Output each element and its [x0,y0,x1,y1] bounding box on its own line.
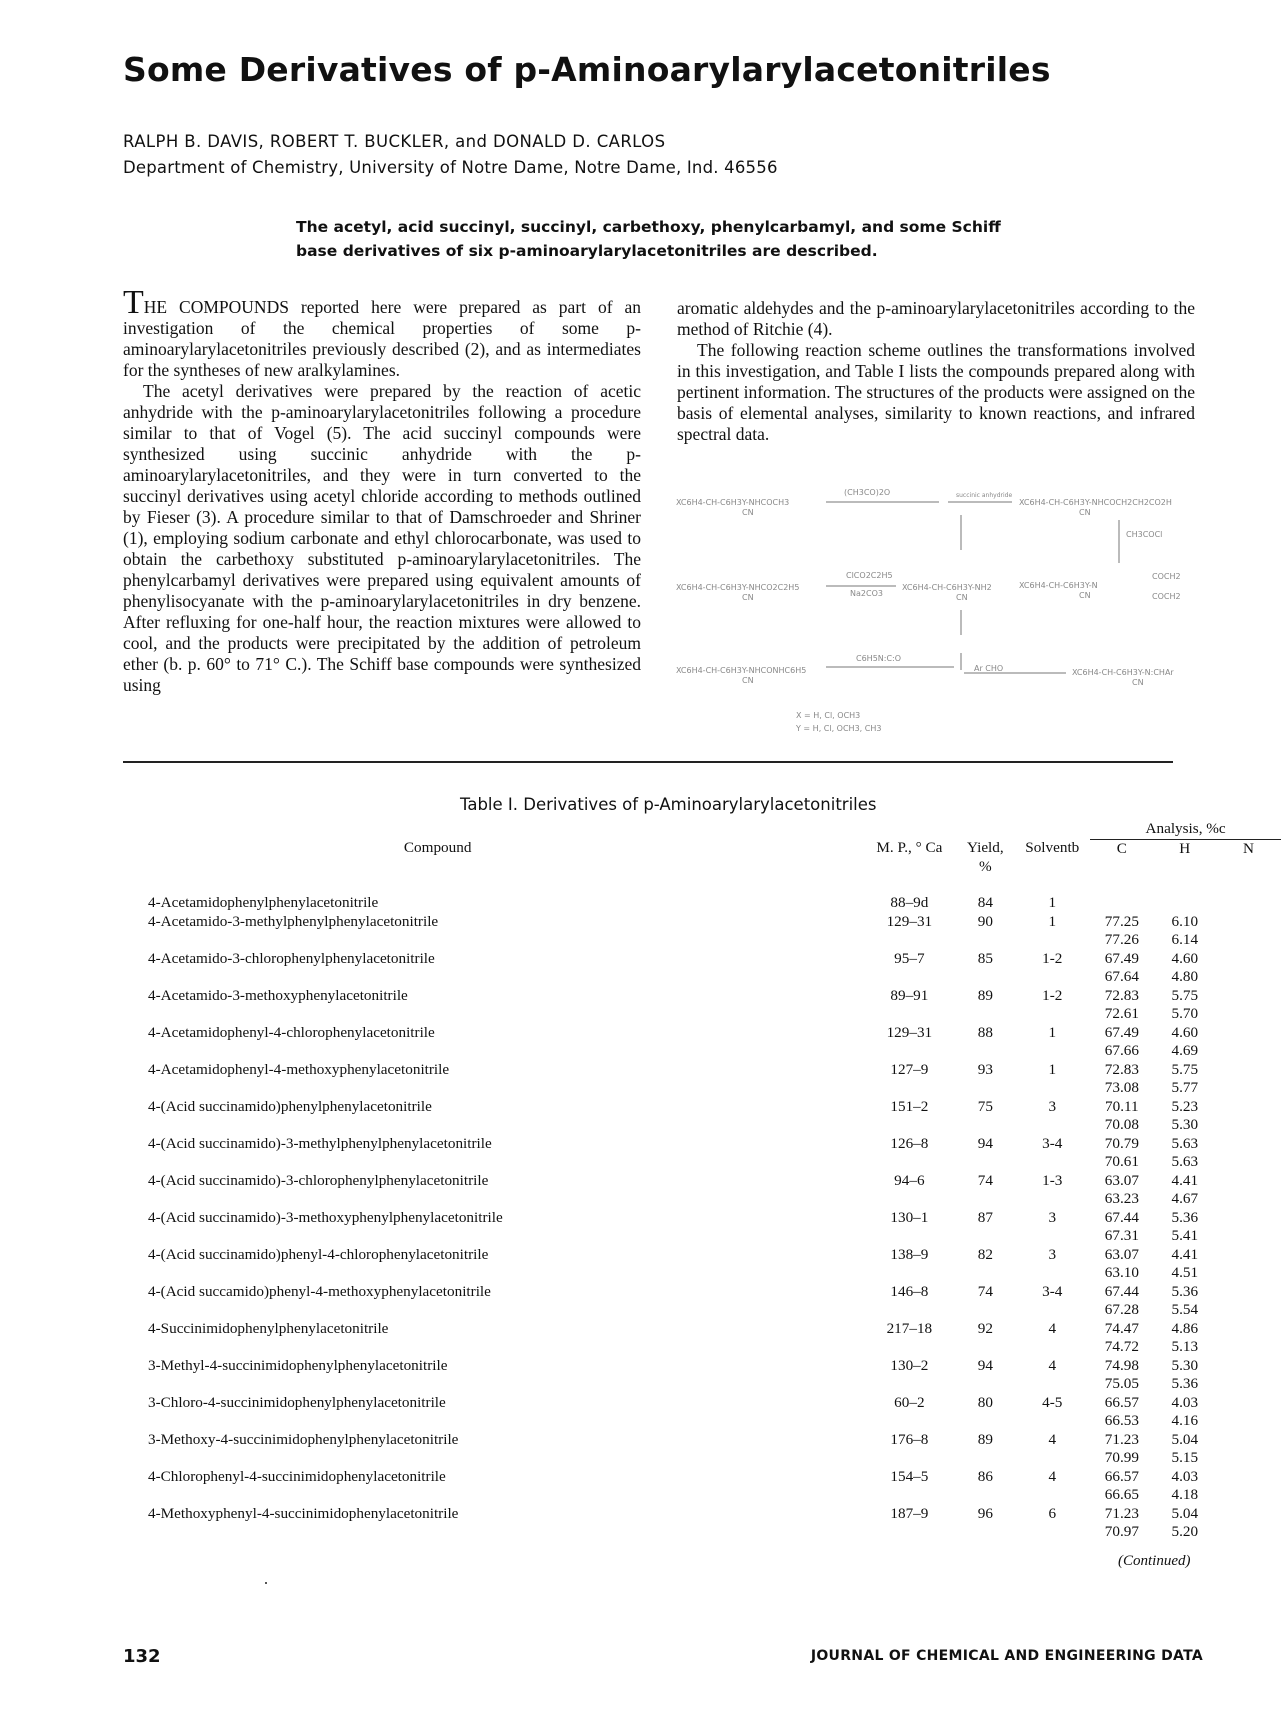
table-row-found [148,1412,1281,1431]
cell-c-found: 72.61 [1104,1005,1139,1022]
scheme-schiff-base: XC6H4-CH-C6H3Y-N:CHAr [1072,668,1174,677]
cell-compound: 4-Acetamidophenylphenylacetonitrile [148,894,379,911]
article-title: Some Derivatives of p-Aminoarylarylacetonitriles [123,50,1051,89]
cell-solvent: 4 [1048,1467,1057,1485]
cell-mp: 60–2 [894,1393,925,1411]
cell-mp: 217–18 [886,1319,933,1337]
cell-h-calcd: 4.60 [1171,1023,1199,1041]
cell-mp: 187–9 [890,1504,929,1522]
cell-yield: 82 [977,1245,993,1263]
cell-c-calcd [1090,894,1153,913]
cell-solvent: 3 [1048,1208,1057,1226]
cell-compound: 4-(Acid succamido)phenyl-4-methoxyphenylacetonitrile [148,1282,491,1300]
cell-yield: 85 [977,949,993,967]
cell-c-calcd: 67.49 [1104,1023,1139,1041]
cell-mp: 126–8 [890,1134,929,1152]
cell-compound: 3-Methyl-4-succinimidophenylphenylacetonitrile [148,1356,448,1374]
cell-h-found: 4.80 [1171,968,1199,985]
cell-yield: 86 [977,1467,993,1485]
cell-c-calcd: 67.44 [1104,1282,1139,1300]
scheme-succinimide-co: COCH2 [1152,572,1181,581]
cell-h-found: 6.14 [1171,931,1199,948]
scheme-intro-paragraph: The following reaction scheme outlines the transformations involved in this investigation, and Table I lists the compounds prepared along with pertinent information. The structures of the products were assigned on the basis of elemental analyses, similarity to known reactions, and infrared spectral data. [677,340,1195,444]
scheme-cn: CN [742,593,754,602]
cell-c-found: 77.26 [1104,931,1139,948]
cell-solvent: 1 [1048,894,1057,911]
cell-yield: 92 [977,1319,993,1337]
solvent-header: Solventb [1025,839,1080,856]
table-row [148,1394,1281,1413]
hydrogen-header: H [1179,839,1191,857]
cell-solvent: 1-3 [1042,1171,1063,1189]
affiliation: Department of Chemistry, University of Notre Dame, Notre Dame, Ind. 46556 [123,158,778,177]
cell-n [1216,1024,1281,1043]
scheme-acid-succinyl: XC6H4-CH-C6H3Y-NHCOCH2CH2CO2H [1019,498,1172,507]
cell-h-calcd: 5.63 [1171,1134,1199,1152]
journal-name: JOURNAL OF CHEMICAL AND ENGINEERING DATA [810,1648,1203,1664]
cell-solvent: 3-4 [1042,1134,1063,1152]
schiff-paragraph: aromatic aldehydes and the p-aminoarylarylacetonitriles according to the method of Ritchie (4). [677,298,1195,339]
cell-c-found: 74.72 [1104,1338,1139,1355]
cell-yield: 96 [977,1504,993,1522]
cell-n [1216,1061,1281,1080]
cell-mp: 151–2 [890,1097,929,1115]
cell-h-found: 5.77 [1171,1079,1199,1096]
cell-compound: 4-(Acid succinamido)-3-chlorophenylphenylacetonitrile [148,1171,489,1189]
cell-h-calcd: 5.75 [1171,1060,1199,1078]
cell-compound: 3-Chloro-4-succinimidophenylphenylacetonitrile [148,1393,446,1411]
scheme-y-legend: Y = H, Cl, OCH3, CH3 [796,724,882,733]
cell-solvent: 1 [1048,1060,1057,1078]
cell-solvent: 6 [1048,1504,1057,1522]
cell-h-found: 4.69 [1171,1042,1199,1059]
cell-n [1216,1357,1281,1376]
cell-c-calcd: 70.11 [1105,1097,1139,1115]
cell-h-found: 5.70 [1171,1005,1199,1022]
cell-yield: 93 [977,1060,993,1078]
cell-n [1216,1283,1281,1302]
table-row-found [148,1079,1281,1098]
cell-yield: 94 [977,1356,993,1374]
table-row-found [148,1301,1281,1320]
table-row [148,1061,1281,1080]
cell-c-calcd: 71.23 [1104,1504,1139,1522]
cell-h-calcd: 5.30 [1171,1356,1199,1374]
abstract: The acetyl, acid succinyl, succinyl, carbethoxy, phenylcarbamyl, and some Schiff base derivatives of six p-aminoarylarylacetonitriles are described. [296,218,1001,260]
cell-c-calcd: 63.07 [1104,1245,1139,1263]
cell-yield: 89 [977,1430,993,1448]
cell-h-found: 5.41 [1171,1227,1199,1244]
cell-c-calcd: 74.47 [1104,1319,1139,1337]
scheme-acetic-anhydride: (CH3CO)2O [844,488,891,497]
cell-yield: 87 [977,1208,993,1226]
cell-c-calcd: 72.83 [1104,986,1139,1004]
table-row-found [148,1042,1281,1061]
carbon-header: C [1116,839,1127,857]
cell-compound: 4-Chlorophenyl-4-succinimidophenylacetonitrile [148,1467,446,1485]
cell-n [1216,1394,1281,1413]
methods-paragraph: The acetyl derivatives were prepared by the reaction of acetic anhydride with the p-aminoarylarylacetonitriles following a procedure similar to that of Vogel (5). The acid succinyl compounds were synthesized using succinic anhydride with the p-aminoarylarylacetonitriles, and they were in turn converted to the succinyl derivatives using acetyl chloride according to methods outlined by Fieser (3). A procedure similar to that of Damschroeder and Shriner (1), employing sodium carbonate and ethyl chlorocarbonate, was used to obtain the carbethoxy substituted p-aminoarylarylacetonitriles. The phenylcarbamyl derivatives were prepared using equivalent amounts of phenylisocyanate with the p-aminoarylarylacetonitriles in dry benzene. After refluxing for one-half hour, the reaction mixtures were allowed to cool, and the products were precipitated by the addition of petroleum ether (b. p. 60° to 71° C.). The Schiff base compounds were synthesized using [123,381,641,695]
cell-h-found: 5.63 [1171,1153,1199,1170]
cell-compound: 4-Acetamido-3-methoxyphenylacetonitrile [148,986,408,1004]
cell-n [1216,1172,1281,1191]
cell-n [1216,1431,1281,1450]
cell-solvent: 3 [1048,1097,1057,1115]
cell-yield: 94 [977,1134,993,1152]
drop-cap: T [123,284,144,321]
cell-mp: 176–8 [890,1430,929,1448]
cell-c-found: 67.66 [1104,1042,1139,1059]
cell-n [1216,1505,1281,1524]
scheme-acetyl-chloride: CH3COCl [1126,530,1163,539]
cell-compound: 4-Acetamidophenyl-4-methoxyphenylacetonitrile [148,1060,450,1078]
cell-c-calcd: 63.07 [1104,1171,1139,1189]
cell-c-found: 70.97 [1104,1523,1139,1540]
cell-n [1216,1098,1281,1117]
table-row [148,1209,1281,1228]
stray-mark [265,1582,267,1584]
continued-note: (Continued) [1118,1553,1191,1569]
cell-mp: 127–9 [890,1060,929,1078]
scheme-succinimide-co: COCH2 [1152,592,1181,601]
table-row-found [148,1449,1281,1468]
cell-h-calcd: 4.86 [1171,1319,1199,1337]
table-caption: Table I. Derivatives of p-Aminoarylarylacetonitriles [460,795,877,814]
analysis-header: Analysis, %c [1090,820,1281,839]
scheme-cn: CN [1079,591,1091,600]
cell-c-found: 66.53 [1104,1412,1139,1429]
cell-c-calcd: 67.49 [1104,949,1139,967]
table-row-found [148,1264,1281,1283]
table-row-found [148,931,1281,950]
cell-h-found: 4.18 [1171,1486,1199,1503]
table-row [148,1357,1281,1376]
cell-c-found: 63.10 [1104,1264,1139,1281]
table-row-found [148,1523,1281,1542]
cell-c-found: 73.08 [1104,1079,1139,1096]
cell-h-found: 4.16 [1171,1412,1199,1429]
cell-c-calcd: 71.23 [1104,1430,1139,1448]
page-number: 132 [123,1646,161,1667]
cell-h-found: 5.13 [1171,1338,1199,1355]
cell-mp: 95–7 [894,949,925,967]
intro-paragraph [123,284,641,381]
cell-mp: 130–1 [890,1208,929,1226]
cell-solvent: 1-2 [1042,986,1063,1004]
cell-yield: 80 [977,1393,993,1411]
cell-h-calcd: 5.36 [1171,1282,1199,1300]
cell-c-found: 70.61 [1104,1153,1139,1170]
cell-compound: 4-(Acid succinamido)phenyl-4-chlorophenylacetonitrile [148,1245,489,1263]
table-row-found [148,1375,1281,1394]
cell-c-calcd: 77.25 [1104,912,1139,930]
mp-header: M. P., ° Ca [876,839,943,856]
cell-h-found: 4.67 [1171,1190,1199,1207]
cell-n [1216,1468,1281,1487]
cell-h-found: 5.36 [1171,1375,1199,1392]
cell-c-calcd: 66.57 [1104,1467,1139,1485]
cell-c-found: 63.23 [1104,1190,1139,1207]
scheme-cn: CN [956,593,968,602]
cell-solvent: 1 [1048,1023,1057,1041]
table-row [148,1135,1281,1154]
cell-h-calcd: 4.60 [1171,949,1199,967]
cell-c-found: 67.64 [1104,968,1139,985]
cell-c-calcd: 70.79 [1104,1134,1139,1152]
body-left-column [123,284,641,696]
table-row [148,1468,1281,1487]
scheme-phenylisocyanate: C6H5N:C:O [856,654,902,663]
scheme-ethyl-chlorocarbonate: ClCO2C2H5 [846,571,893,580]
table-row [148,1320,1281,1339]
cell-h-found: 5.20 [1171,1523,1199,1540]
cell-yield: 89 [977,986,993,1004]
cell-h-calcd: 4.03 [1171,1393,1199,1411]
cell-mp: 129–31 [886,912,933,930]
cell-h-calcd: 5.23 [1171,1097,1199,1115]
cell-mp: 130–2 [890,1356,929,1374]
scheme-succinimide: XC6H4-CH-C6H3Y-N [1019,581,1098,590]
cell-c-calcd: 66.57 [1104,1393,1139,1411]
yield-header: Yield, % [966,839,1004,875]
cell-c-found: 75.05 [1104,1375,1139,1392]
cell-yield: 75 [977,1097,993,1115]
reaction-scheme [674,475,1194,750]
cell-yield: 74 [977,1171,993,1189]
author-list: RALPH B. DAVIS, ROBERT T. BUCKLER, and DONALD D. CARLOS [123,132,666,151]
cell-n [1216,894,1281,913]
compound-header: Compound [403,839,472,856]
scheme-sodium-carbonate: Na2CO3 [850,589,883,598]
cell-h-calcd [1153,894,1216,913]
cell-h-calcd: 4.41 [1171,1171,1199,1189]
scheme-carbethoxy: XC6H4-CH-C6H3Y-NHCO2C2H5 [676,583,800,592]
cell-c-found: 70.99 [1104,1449,1139,1466]
cell-compound: 4-(Acid succinamido)-3-methoxyphenylphenylacetonitrile [148,1208,503,1226]
cell-solvent: 3-4 [1042,1282,1063,1300]
cell-h-calcd: 4.03 [1171,1467,1199,1485]
cell-h-calcd: 5.36 [1171,1208,1199,1226]
nitrogen-header: N [1243,839,1254,857]
cell-c-found: 67.31 [1104,1227,1139,1244]
table-row [148,1505,1281,1524]
table-row-found [148,1190,1281,1209]
cell-h-calcd: 5.75 [1171,986,1199,1004]
cell-solvent: 4 [1048,1319,1057,1337]
cell-n [1216,950,1281,969]
table-row-found [148,1116,1281,1135]
scheme-x-legend: X = H, Cl, OCH3 [796,711,861,720]
cell-n [1216,1135,1281,1154]
scheme-cn: CN [742,676,754,685]
cell-mp: 146–8 [890,1282,929,1300]
cell-yield: 90 [977,912,993,930]
cell-yield: 88 [977,1023,993,1041]
body-right-column [677,298,1195,445]
cell-solvent: 3 [1048,1245,1057,1263]
cell-c-calcd: 67.44 [1104,1208,1139,1226]
table-row-found [148,1338,1281,1357]
cell-solvent: 1-2 [1042,949,1063,967]
cell-solvent: 1 [1048,912,1057,930]
cell-h-found: 4.51 [1171,1264,1199,1281]
derivatives-table [148,820,1281,1542]
table-row [148,1172,1281,1191]
cell-compound: 4-Methoxyphenyl-4-succinimidophenylacetonitrile [148,1504,459,1522]
table-row-found [148,1005,1281,1024]
table-row [148,1098,1281,1117]
cell-c-found: 70.08 [1104,1116,1139,1133]
table-row [148,987,1281,1006]
cell-solvent: 4 [1048,1430,1057,1448]
cell-n [1216,1320,1281,1339]
cell-c-calcd: 74.98 [1104,1356,1139,1374]
cell-h-found: 5.15 [1171,1449,1199,1466]
cell-solvent: 4-5 [1042,1393,1063,1411]
table-row [148,894,1281,913]
cell-c-found: 67.28 [1104,1301,1139,1318]
cell-compound: 4-Acetamidophenyl-4-chlorophenylacetonitrile [148,1023,435,1041]
intro-text: HE COMPOUNDS reported here were prepared as part of an investigation of the chemical properties of some p-aminoarylarylacetonitriles previously described (2), and as intermediates for the syntheses of new aralkylamines. [123,297,641,380]
scheme-cn: CN [1132,678,1144,687]
section-divider [123,761,1173,763]
table-row [148,1283,1281,1302]
table-row-found [148,1153,1281,1172]
table-row [148,1024,1281,1043]
cell-solvent: 4 [1048,1356,1057,1374]
table-body [148,894,1281,1542]
cell-yield: 84 [977,894,993,911]
cell-compound: 4-Succinimidophenylphenylacetonitrile [148,1319,389,1337]
cell-mp: 129–31 [886,1023,933,1041]
cell-h-calcd: 6.10 [1171,912,1199,930]
cell-compound: 4-Acetamido-3-methylphenylphenylacetonitrile [148,912,439,930]
cell-h-calcd: 4.41 [1171,1245,1199,1263]
cell-mp: 138–9 [890,1245,929,1263]
cell-mp: 94–6 [894,1171,925,1189]
table-row [148,913,1281,932]
table-row [148,1246,1281,1265]
scheme-succinic: succinic anhydride [956,492,1013,499]
table-row [148,950,1281,969]
cell-yield: 74 [977,1282,993,1300]
cell-h-found: 5.54 [1171,1301,1199,1318]
table-row-found [148,1486,1281,1505]
scheme-phenylcarbamyl: XC6H4-CH-C6H3Y-NHCONHC6H5 [676,666,807,675]
cell-n [1216,1209,1281,1228]
cell-c-calcd: 72.83 [1104,1060,1139,1078]
cell-compound: 3-Methoxy-4-succinimidophenylphenylacetonitrile [148,1430,459,1448]
cell-n [1216,987,1281,1006]
cell-h-found: 5.30 [1171,1116,1199,1133]
cell-compound: 4-(Acid succinamido)phenylphenylacetonitrile [148,1097,432,1115]
scheme-cn: CN [1079,508,1091,517]
cell-compound: 4-Acetamido-3-chlorophenylphenylacetonitrile [148,949,435,967]
table-row [148,1431,1281,1450]
cell-h-calcd: 5.04 [1171,1430,1199,1448]
cell-mp: 89–91 [890,986,929,1004]
cell-compound: 4-(Acid succinamido)-3-methylphenylphenylacetonitrile [148,1134,492,1152]
cell-mp: 88–9d [890,894,929,911]
table-row-found [148,968,1281,987]
table-row-found [148,1227,1281,1246]
cell-h-calcd: 5.04 [1171,1504,1199,1522]
cell-n [1216,1246,1281,1265]
scheme-aldehyde: Ar CHO [974,664,1004,673]
scheme-acetyl: XC6H4-CH-C6H3Y-NHCOCH3 [676,498,790,507]
scheme-amine: XC6H4-CH-C6H3Y-NH2 [902,583,992,592]
cell-c-found: 66.65 [1104,1486,1139,1503]
scheme-cn: CN [742,508,754,517]
cell-mp: 154–5 [890,1467,929,1485]
cell-n [1216,913,1281,932]
